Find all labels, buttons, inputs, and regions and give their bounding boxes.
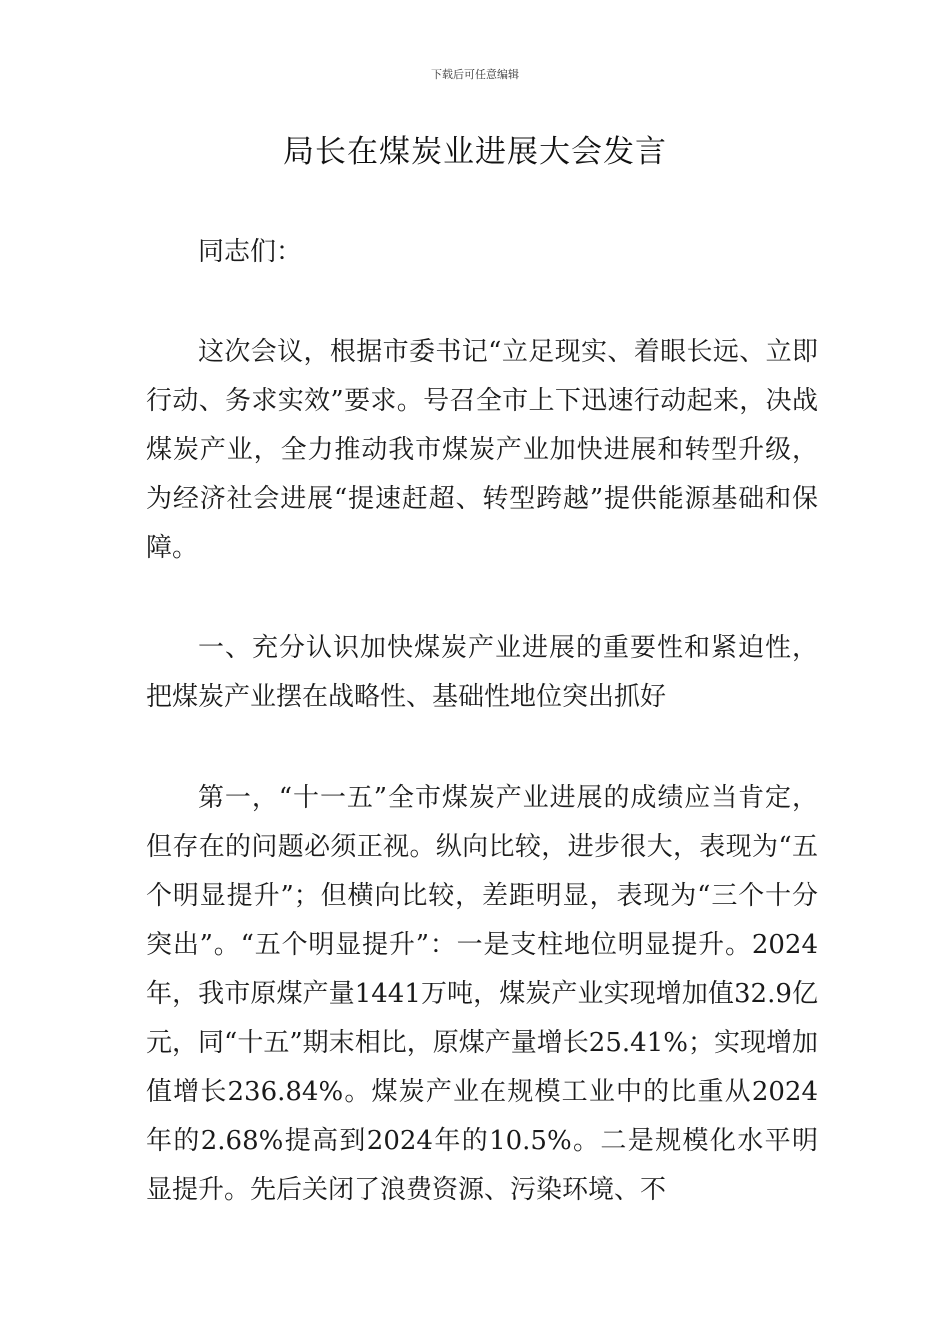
section-heading-1: 一、充分认识加快煤炭产业进展的重要性和紧迫性，把煤炭产业摆在战略性、基础性地位突出抓好 — [146, 633, 818, 712]
salutation: 同志们： — [198, 237, 303, 267]
document-title: 局长在煤炭业进展大会发言 — [283, 134, 667, 170]
paragraph-intro: 这次会议，根据市委书记“立足现实、着眼长远、立即行动、务求实效”要求。号召全市上下迅速行动起来，决战煤炭产业，全力推动我市煤炭产业加快进展和转型升级，为经济社会进展“提速赶超、转型跨越”提供能源基础和保障。 — [146, 337, 818, 563]
paragraph-first-point: 第一，“十一五”全市煤炭产业进展的成绩应当肯定，但存在的问题必须正视。纵向比较，进步很大，表现为“五个明显提升”；但横向比较，差距明显，表现为“三个十分突出”。“五个明显提升”：一是支柱地位明显提升。2024年，我市原煤产量1441万吨，煤炭产业实现增加值32.9亿元，同“十五”期末相比，原煤产量增长25.41%；实现增加值增长236.84%。煤炭产业在规模工业中的比重从2024年的2.68%提高到2024年的10.5%。二是规模化水平明显提升。先后关闭了浪费资源、污染环境、不 — [146, 783, 818, 1205]
header-note: 下载后可任意编辑 — [431, 68, 519, 81]
